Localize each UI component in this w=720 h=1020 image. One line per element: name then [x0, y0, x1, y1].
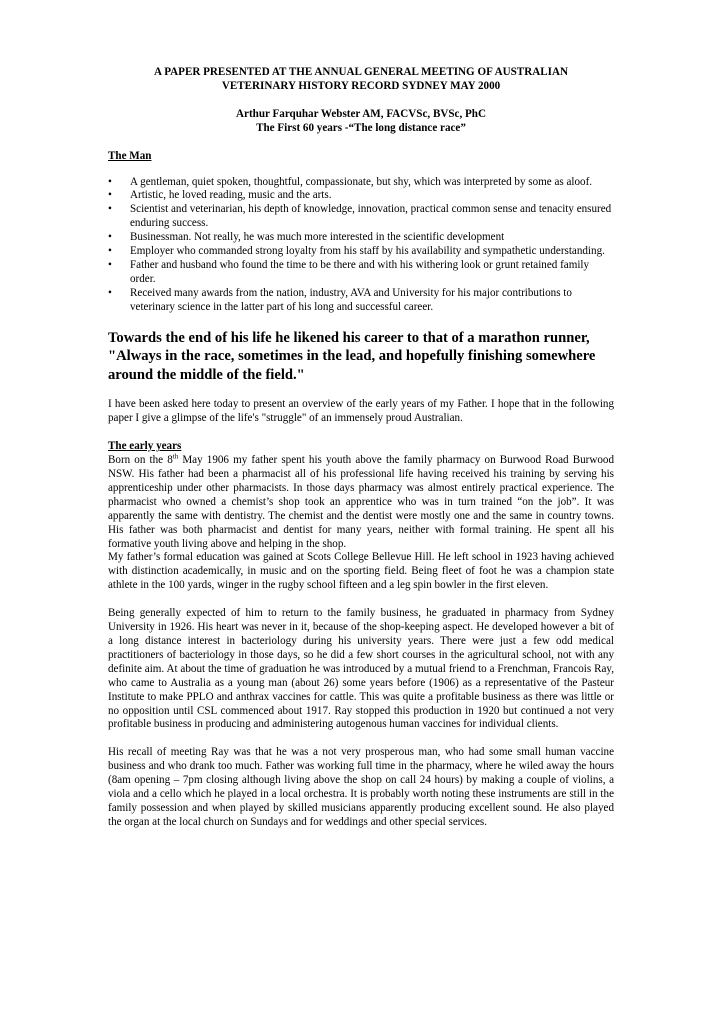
list-item-text: Received many awards from the nation, industry, AVA and University for his major contributions to veterinary science in the latter part of his long and successful career. — [130, 286, 572, 313]
bullet-icon: • — [108, 286, 112, 299]
bullet-icon: • — [108, 231, 112, 244]
document-content — [108, 66, 614, 830]
section-heading-early-years: The early years — [108, 440, 182, 453]
list-item — [108, 203, 614, 231]
list-item — [108, 176, 614, 190]
bullet-icon: • — [108, 258, 112, 271]
list-item — [108, 245, 614, 259]
early-years-paragraph-3: Being generally expected of him to return to the family business, he graduated in pharmacy from Sydney University in 1926. His heart was never in it, because of the shop-keeping aspect. He developed however a bit of a long distance interest in bacteriology during his university years. There were just a few odd medical practitioners of bacteriology in those days, so he did a few short courses in the agricultural school, not with any definite aim. At about the time of graduation he was introduced by a mutual friend to a Frenchman, Francois Ray, who came to Australia as a young man (about 26) some years before (1906) as a representative of the Pasteur Institute to make PPLO and anthrax vaccines for cattle. This was quite a profitable business as there was little or no opposition until CSL commenced about 1917. Ray stopped this production in 1920 but continued a not very profitable business in producing and administering autogenous human vaccines for individual clients. — [108, 607, 614, 731]
early-years-paragraph-1 — [108, 454, 614, 551]
early-years-paragraph-2: My father’s formal education was gained at Scots College Bellevue Hill. He left school in 1923 having achieved with distinction academically, in music and on the sporting field. Being fleet of foot he was a champion state athlete in the 100 yards, winger in the rugby school fifteen and a leg spin bowler in the first eleven. — [108, 551, 614, 592]
list-item — [108, 231, 614, 245]
author-name: Arthur Farquhar Webster AM, FACVSc, BVSc, PhC — [236, 107, 486, 120]
paper-title — [108, 66, 614, 94]
paper-title-line-2: VETERINARY HISTORY RECORD SYDNEY MAY 2000 — [221, 79, 501, 92]
list-item — [108, 259, 614, 287]
bullet-icon: • — [108, 203, 112, 216]
paper-title-line-1: A PAPER PRESENTED AT THE ANNUAL GENERAL MEETING OF AUSTRALIAN — [154, 66, 568, 78]
ordinal-suffix: th — [172, 452, 179, 461]
list-item — [108, 287, 614, 315]
marathon-quote: Towards the end of his life he likened his career to that of a marathon runner, "Always in the race, sometimes in the lead, and hopefully finishing somewhere around the middle of the field." — [108, 329, 596, 383]
bullet-icon: • — [108, 175, 112, 188]
list-item-text: Father and husband who found the time to be there and with his withering look or grunt retained family order. — [130, 258, 590, 285]
bullet-icon: • — [108, 245, 112, 258]
bullet-icon: • — [108, 189, 112, 202]
paragraph-text: May 1906 my father spent his youth above the family pharmacy on Burwood Road Burwood NSW. His father had been a pharmacist all of his professional life having received his training by serving his apprenticeship under other pharmacists. In those days pharmacy was almost entirely practical experience. The pharmacist who owned a chemist’s shop took an apprentice who was in turn trained “on the job”. It was apparently the same with dentistry. The chemist and the dentist were mostly one and the same in country towns. His father was both pharmacist and dentist for many years, neither with formal training. He spent all his formative youth living above and helping in the shop. — [108, 454, 615, 550]
list-item-text: Scientist and veterinarian, his depth of knowledge, innovation, practical common sense and tenacity ensured enduring success. — [130, 203, 612, 230]
author-block — [108, 108, 614, 136]
section-heading-the-man: The Man — [108, 149, 152, 162]
list-item-text: A gentleman, quiet spoken, thoughtful, compassionate, but shy, which was interpreted by some as aloof. — [130, 175, 593, 188]
list-item-text: Artistic, he loved reading, music and the arts. — [130, 189, 332, 202]
early-years-paragraph-4: His recall of meeting Ray was that he was a not very prosperous man, who had some small human vaccine business and who drank too much. Father was working full time in the pharmacy, where he wiled away the hours (8am opening – 7pm closing although living above the shop on call 24 hours) by making a couple of violins, a viola and a cello which he played in a local orchestra. It is probably worth noting these instruments are still in the family possession and when played by skilled musicians apparently producing excellent sound. He also played the organ at the local church on Sundays and for weddings and other special services. — [108, 746, 614, 828]
list-item-text: Businessman. Not really, he was much more interested in the scientific development — [130, 231, 505, 244]
intro-paragraph: I have been asked here today to present an overview of the early years of my Father. I hope that in the following paper I give a glimpse of the life's "struggle" of an immensely proud Australian. — [108, 398, 614, 425]
list-item-text: Employer who commanded strong loyalty from his staff by his availability and sympathetic understanding. — [130, 245, 605, 258]
list-item — [108, 189, 614, 203]
paragraph-text: Born on the 8 — [108, 454, 173, 467]
the-man-bullet-list — [108, 176, 614, 315]
paper-subtitle: The First 60 years -“The long distance race” — [256, 121, 466, 134]
